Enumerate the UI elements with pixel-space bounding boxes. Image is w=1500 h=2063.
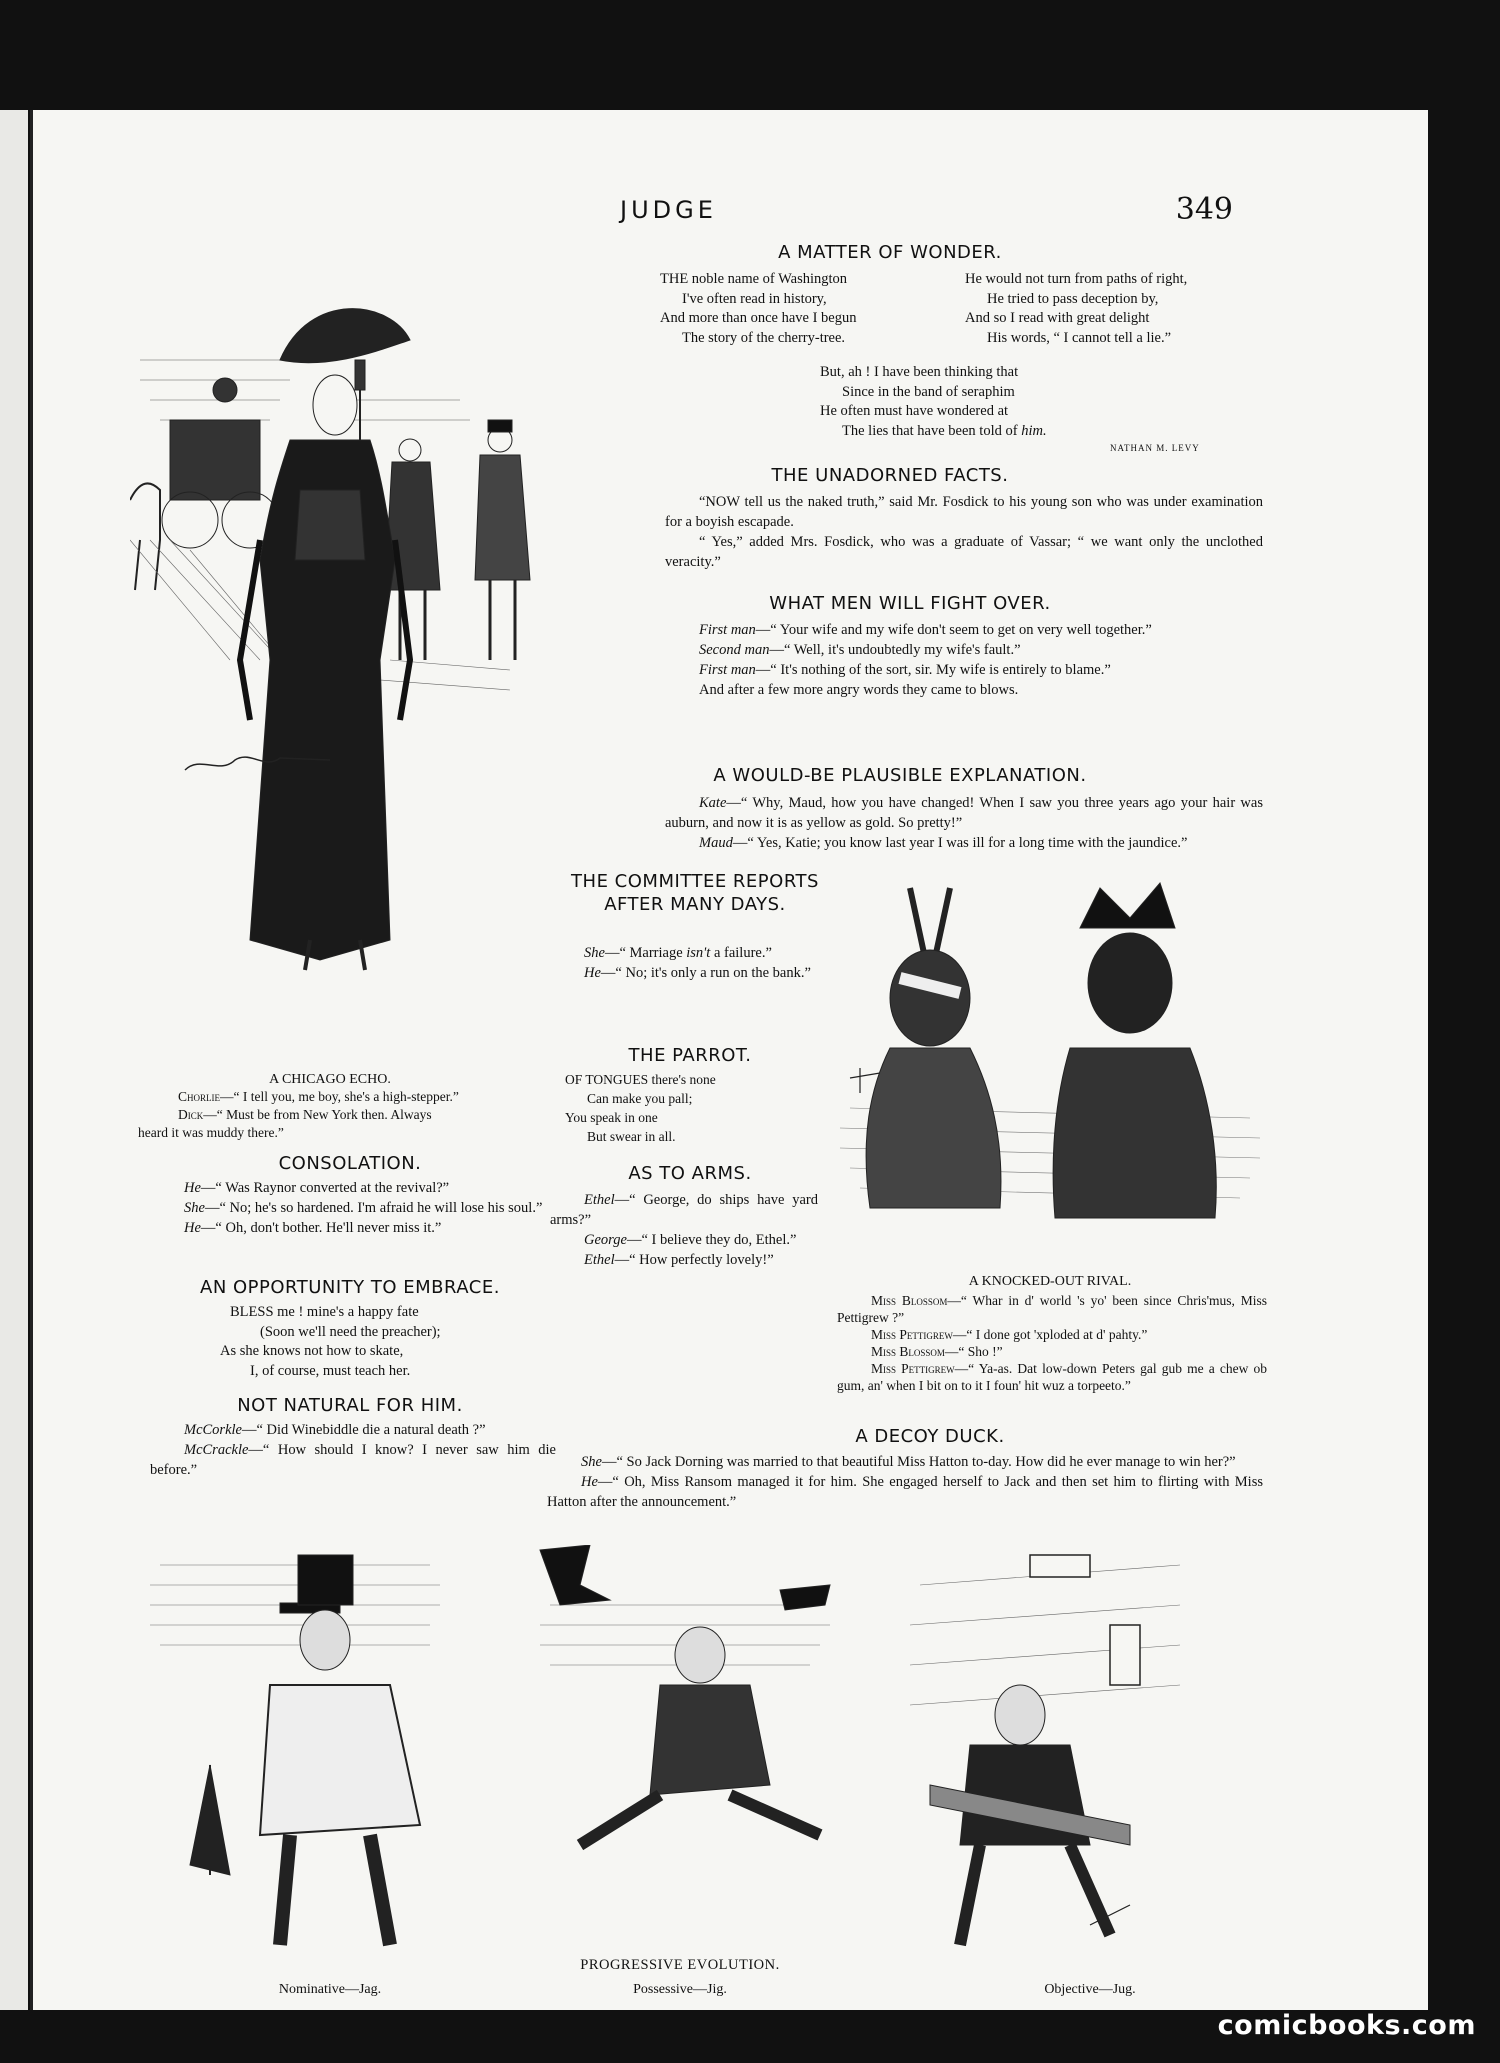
unadorned-heading: THE UNADORNED FACTS. (771, 465, 1009, 486)
committee-heading: THE COMMITTEE REPORTS AFTER MANY DAYS. (571, 871, 819, 915)
poem-line: The lies that have been told of (842, 422, 1018, 439)
progressive-evolution-illustration (130, 1545, 1280, 1965)
dialogue-line: —“ Oh, don't bother. He'll never miss it.” (200, 1220, 442, 1236)
speaker: McCorkle (184, 1422, 242, 1438)
dialogue-line: —“ It's nothing of the sort, sir. My wife is entirely to blame.” (755, 662, 1111, 678)
speaker: Dick (178, 1107, 204, 1122)
poem-emphasis: him. (1021, 422, 1047, 439)
wonder-stanza-2 (965, 270, 1265, 348)
poem-line: And so I read with great delight (965, 310, 1150, 326)
parrot-heading: THE PARROT. (628, 1045, 752, 1066)
knocked-out-rival-illustration (830, 868, 1270, 1268)
dialogue-line: —“ I believe they do, Ethel.” (626, 1232, 797, 1248)
paragraph: “ Yes,” added Mrs. Fosdick, who was a graduate of Vassar; “ we want only the unclothed veracity.” (665, 534, 1263, 570)
dialogue-line: —“ Sho !” (944, 1344, 1003, 1359)
speaker: Miss Pettigrew (871, 1327, 953, 1342)
speaker: Miss Pettigrew (871, 1361, 955, 1376)
opportunity-heading: AN OPPORTUNITY TO EMBRACE. (200, 1277, 500, 1298)
dialogue-line: —“ I tell you, me boy, she's a high-stepper.” (220, 1089, 459, 1104)
evolution-title: PROGRESSIVE EVOLUTION. (580, 1957, 780, 1973)
dialogue-line: And after a few more angry words they came to blows. (699, 682, 1019, 698)
plausible-text (665, 793, 1263, 853)
masthead (30, 192, 1428, 232)
speaker: Kate (699, 795, 727, 811)
speaker: Chorlie (178, 1089, 220, 1104)
possessive-caption: Possessive—Jig. (633, 1982, 727, 1997)
speaker: Ethel (584, 1252, 615, 1268)
poem-line: His words, “ I cannot tell a lie.” (987, 329, 1172, 346)
dialogue-line: —“ George, do ships have yard arms?” (550, 1192, 818, 1228)
dialogue-line: —“ Did Winebiddle die a natural death ?” (241, 1422, 486, 1438)
speaker: Ethel (584, 1192, 615, 1208)
dialogue-line: —“ No; he's so hardened. I'm afraid he will lose his soul.” (204, 1200, 543, 1216)
dialogue-line: —“ How perfectly lovely!” (614, 1252, 774, 1268)
dialogue-line: —“ Must be from New York then. Always (203, 1107, 432, 1122)
not-natural-text (150, 1420, 556, 1480)
page-number: 349 (1175, 192, 1233, 227)
dialogue-emphasis: isn't (686, 945, 711, 961)
dialogue-line: —“ Well, it's undoubtedly my wife's fault.” (769, 642, 1021, 658)
speaker: First man (699, 622, 756, 638)
speaker: George (584, 1232, 627, 1248)
arms-heading: AS TO ARMS. (628, 1163, 752, 1184)
rival-caption: A KNOCKED-OUT RIVAL. (968, 1274, 1132, 1289)
poem-line: The story of the cherry-tree. (682, 329, 846, 346)
consolation-heading: CONSOLATION. (278, 1153, 422, 1174)
dialogue-line: —“ Marriage (604, 945, 687, 961)
fight-text (665, 620, 1263, 700)
poem-line: (Soon we'll need the preacher); (260, 1323, 441, 1340)
poem-line: But swear in all. (587, 1129, 676, 1144)
rival-dialogue (837, 1292, 1267, 1394)
poem-line: As she knows not how to skate, (220, 1343, 404, 1359)
speaker: He (581, 1474, 598, 1490)
matter-of-wonder-heading: A MATTER OF WONDER. (778, 242, 1002, 263)
parrot-poem (565, 1070, 825, 1146)
nominative-caption: Nominative—Jag. (278, 1982, 382, 1997)
chicago-echo-caption: A CHICAGO ECHO. (269, 1072, 391, 1087)
poem-line: You speak in one (565, 1110, 658, 1125)
speaker: Miss Blossom (871, 1293, 948, 1308)
dialogue-line: —“ I done got 'xploded at d' pahty.” (952, 1327, 1148, 1342)
poem-line: OF TONGUES there's none (565, 1072, 716, 1087)
dialogue-line: —“ No; it's only a run on the bank.” (600, 965, 811, 981)
speaker: He (184, 1180, 201, 1196)
chicago-echo-dialogue (138, 1088, 554, 1142)
dialogue-line: —“ So Jack Dorning was married to that beautiful Miss Hatton to-day. How did he ever manage to win her?” (601, 1454, 1236, 1470)
objective-panel (910, 1555, 1180, 1945)
dialogue-line: —“ Whar in d' world 's yo' been since Chris'mus, Miss Pettigrew ?” (837, 1293, 1268, 1325)
fight-heading: WHAT MEN WILL FIGHT OVER. (769, 593, 1051, 614)
plausible-heading: A WOULD-BE PLAUSIBLE EXPLANATION. (713, 765, 1087, 786)
wonder-stanza-3 (820, 363, 1200, 441)
arms-text (550, 1190, 818, 1270)
objective-caption: Objective—Jug. (1044, 1982, 1136, 1997)
opportunity-poem (190, 1303, 540, 1381)
nominative-panel (150, 1555, 440, 1945)
dialogue-line: —“ Oh, Miss Ransom managed it for him. She engaged herself to Jack and then set him to flirting with Miss Hatton after the announcement.” (547, 1474, 1263, 1510)
dialogue-line: a failure.” (710, 945, 772, 961)
scan-edge (0, 110, 28, 2010)
speaker: Maud (699, 835, 733, 851)
poem-line: Since in the band of seraphim (842, 383, 1015, 400)
chicago-echo-illustration (130, 240, 560, 1070)
author-credit: NATHAN M. LEVY (1110, 443, 1200, 453)
magazine-page (30, 110, 1428, 2010)
committee-text (550, 943, 818, 983)
poem-line: I, of course, must teach her. (250, 1362, 411, 1379)
poem-line: Can make you pall; (587, 1091, 693, 1106)
dialogue-line: heard it was muddy there.” (138, 1125, 284, 1140)
wonder-stanza-1 (660, 270, 960, 348)
dialogue-line: —“ Your wife and my wife don't seem to get on very well together.” (755, 622, 1152, 638)
poem-line: But, ah ! I have been thinking that (820, 364, 1019, 380)
consolation-text (150, 1178, 556, 1238)
poem-line: BLESS me ! mine's a happy fate (230, 1304, 419, 1320)
paragraph: “NOW tell us the naked truth,” said Mr. Fosdick to his young son who was under examination for a boyish escapade. (665, 494, 1263, 530)
speaker: He (584, 965, 601, 981)
dialogue-line: —“ How should I know? I never saw him die before.” (150, 1442, 556, 1478)
speaker: McCrackle (184, 1442, 249, 1458)
speaker: She (184, 1200, 205, 1216)
speaker: She (584, 945, 605, 961)
page-edge-rule (30, 110, 33, 2010)
dialogue-line: —“ Yes, Katie; you know last year I was ill for a long time with the jaundice.” (732, 835, 1188, 851)
unadorned-text (665, 492, 1263, 572)
poem-line: He often must have wondered at (820, 403, 1009, 419)
speaker: She (581, 1454, 602, 1470)
poem-line: He tried to pass deception by, (987, 290, 1159, 307)
not-natural-heading: NOT NATURAL FOR HIM. (237, 1395, 463, 1416)
poem-line: THE noble name of Washington (660, 271, 848, 287)
dialogue-line: —“ Ya-as. Dat low-down Peters gal gub me a chew ob gum, an' when I bit on to it I foun' hit wuz a torpeeto.” (837, 1361, 1267, 1393)
speaker: Second man (699, 642, 770, 658)
dialogue-line: —“ Was Raynor converted at the revival?” (200, 1180, 450, 1196)
poem-line: And more than once have I begun (660, 310, 857, 326)
magazine-title: JUDGE (620, 196, 717, 224)
site-watermark: comicbooks.com (1217, 2010, 1476, 2041)
poem-line: He would not turn from paths of right, (965, 271, 1188, 287)
speaker: First man (699, 662, 756, 678)
dialogue-line: —“ Why, Maud, how you have changed! When I saw you three years ago your hair was auburn, and now it is as yellow as gold. So pretty!” (665, 795, 1263, 831)
possessive-panel (540, 1545, 830, 1845)
speaker: Miss Blossom (871, 1344, 945, 1359)
poem-line: I've often read in history, (682, 290, 827, 307)
speaker: He (184, 1220, 201, 1236)
decoy-heading: A DECOY DUCK. (855, 1426, 1005, 1447)
decoy-text (547, 1452, 1263, 1512)
